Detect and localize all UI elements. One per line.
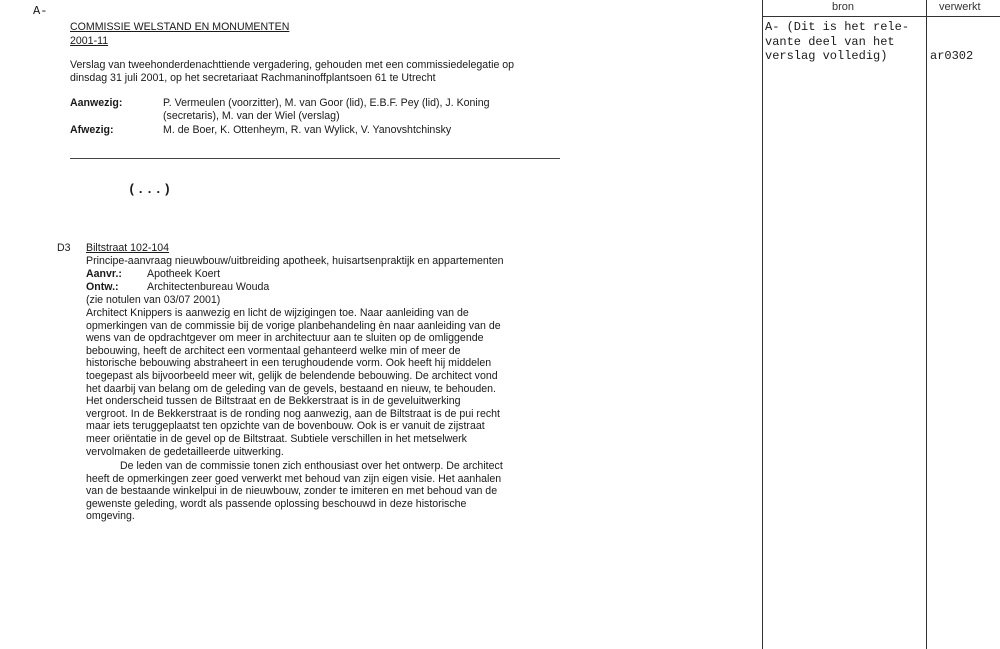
item-paragraph-1: [86, 307, 501, 458]
paragraph-line: historische bebouwing abstraheert in een terughoudende vorm. Ook heeft hij middelen: [86, 357, 492, 370]
item-paragraph-2: [86, 460, 503, 523]
designer-label: Ontw.:: [86, 281, 119, 293]
intro-line-2: dinsdag 31 juli 2001, op het secretariaat Rachmaninoffplantsoen 61 te Utrecht: [70, 72, 436, 84]
paragraph-line: maar iets teruggeplaatst ten opzichte van de bovenbouw. Ook is er vanuit de zijstraat: [86, 420, 485, 433]
paragraph-line: bebouwing, heeft de architect een vormentaal gehanteerd welke min of meer de: [86, 344, 461, 357]
paragraph-line: vergroot. In de Bekkerstraat is de ronding nog aanwezig, aan de Biltstraat is de pui recht: [86, 407, 500, 420]
section-divider: [70, 158, 560, 159]
column-header-source: bron: [832, 1, 855, 13]
meeting-code: 2001-11: [70, 35, 109, 47]
paragraph-line: toegepast als bijvoorbeeld meer wit, gelijk de belendende bebouwing. De architect vond: [86, 369, 498, 382]
present-line-2: (secretaris), M. van der Wiel (verslag): [163, 110, 340, 122]
source-note: [765, 20, 909, 64]
paragraph-line: vervolmaken de gedetailleerde uitwerking.: [86, 445, 284, 458]
processed-code: ar0302: [930, 49, 974, 63]
intro-line-1: Verslag van tweehonderdenachttiende vergadering, gehouden met een commissiedelegatie op: [70, 59, 515, 71]
paragraph-line: wens van de opdrachtgever om meer in architectuur aan te sluiten op de omliggende: [86, 332, 484, 345]
item-description: Principe-aanvraag nieuwbouw/uitbreiding apotheek, huisartsenpraktijk en appartementen: [86, 255, 504, 267]
absent-names: M. de Boer, K. Ottenheym, R. van Wylick, V. Yanovshtchinsky: [163, 124, 452, 136]
committee-title: COMMISSIE WELSTAND EN MONUMENTEN: [70, 21, 290, 33]
applicant-label: Aanvr.:: [86, 268, 122, 280]
source-note-line: A- (Dit is het rele-: [765, 20, 910, 34]
item-address: Biltstraat 102-104: [86, 242, 170, 254]
paragraph-line: Het onderscheid tussen de Biltstraat en de Bekkerstraat is in de geveluitwerking: [86, 395, 461, 408]
present-label: Aanwezig:: [70, 97, 123, 109]
source-note-line: vante deel van het: [765, 34, 895, 49]
item-number: D3: [57, 242, 71, 254]
table-border-left: [762, 0, 763, 649]
paragraph-line: De leden van de commissie tonen zich enthousiast over het ontwerp. De architect: [120, 460, 503, 472]
minutes-reference: (zie notulen van 03/07 2001): [86, 294, 221, 306]
absent-label: Afwezig:: [70, 124, 114, 136]
table-header-rule: [762, 16, 1000, 17]
omission-ellipsis: (...): [128, 182, 173, 197]
paragraph-line: opmerkingen van de commissie bij de vorige planbehandeling èn naar aanleiding van de: [86, 319, 501, 332]
designer-value: Architectenbureau Wouda: [147, 281, 270, 293]
page-marker: A-: [33, 4, 48, 18]
paragraph-line: gewenste geleding, wordt als passende oplossing beschouwd in deze historische: [86, 497, 467, 510]
paragraph-line: heeft de opmerkingen zeer goed verwerkt met behoud van zijn eigen visie. Het aanhalen: [86, 472, 502, 485]
paragraph-line: Architect Knippers is aanwezig en licht de wijzigingen toe. Naar aanleiding van de: [86, 307, 469, 319]
table-border-middle: [926, 0, 927, 649]
present-line-1: P. Vermeulen (voorzitter), M. van Goor (lid), E.B.F. Pey (lid), J. Koning: [163, 97, 490, 109]
paragraph-line: meer oriëntatie in de gevel op de Biltstraat. Subtiele verschillen in het metselwerk: [86, 432, 467, 445]
paragraph-line: van de bestaande winkelpui in de nieuwbouw, zonder te imiteren en met behoud van de: [86, 485, 498, 498]
source-note-line: verslag volledig): [765, 49, 888, 63]
paragraph-line: omgeving.: [86, 510, 135, 523]
applicant-value: Apotheek Koert: [147, 268, 221, 280]
column-header-processed: verwerkt: [939, 1, 981, 13]
paragraph-line: het daarbij van belang om de geleding van de gevels, bestaand en nieuw, te behouden.: [86, 382, 496, 395]
